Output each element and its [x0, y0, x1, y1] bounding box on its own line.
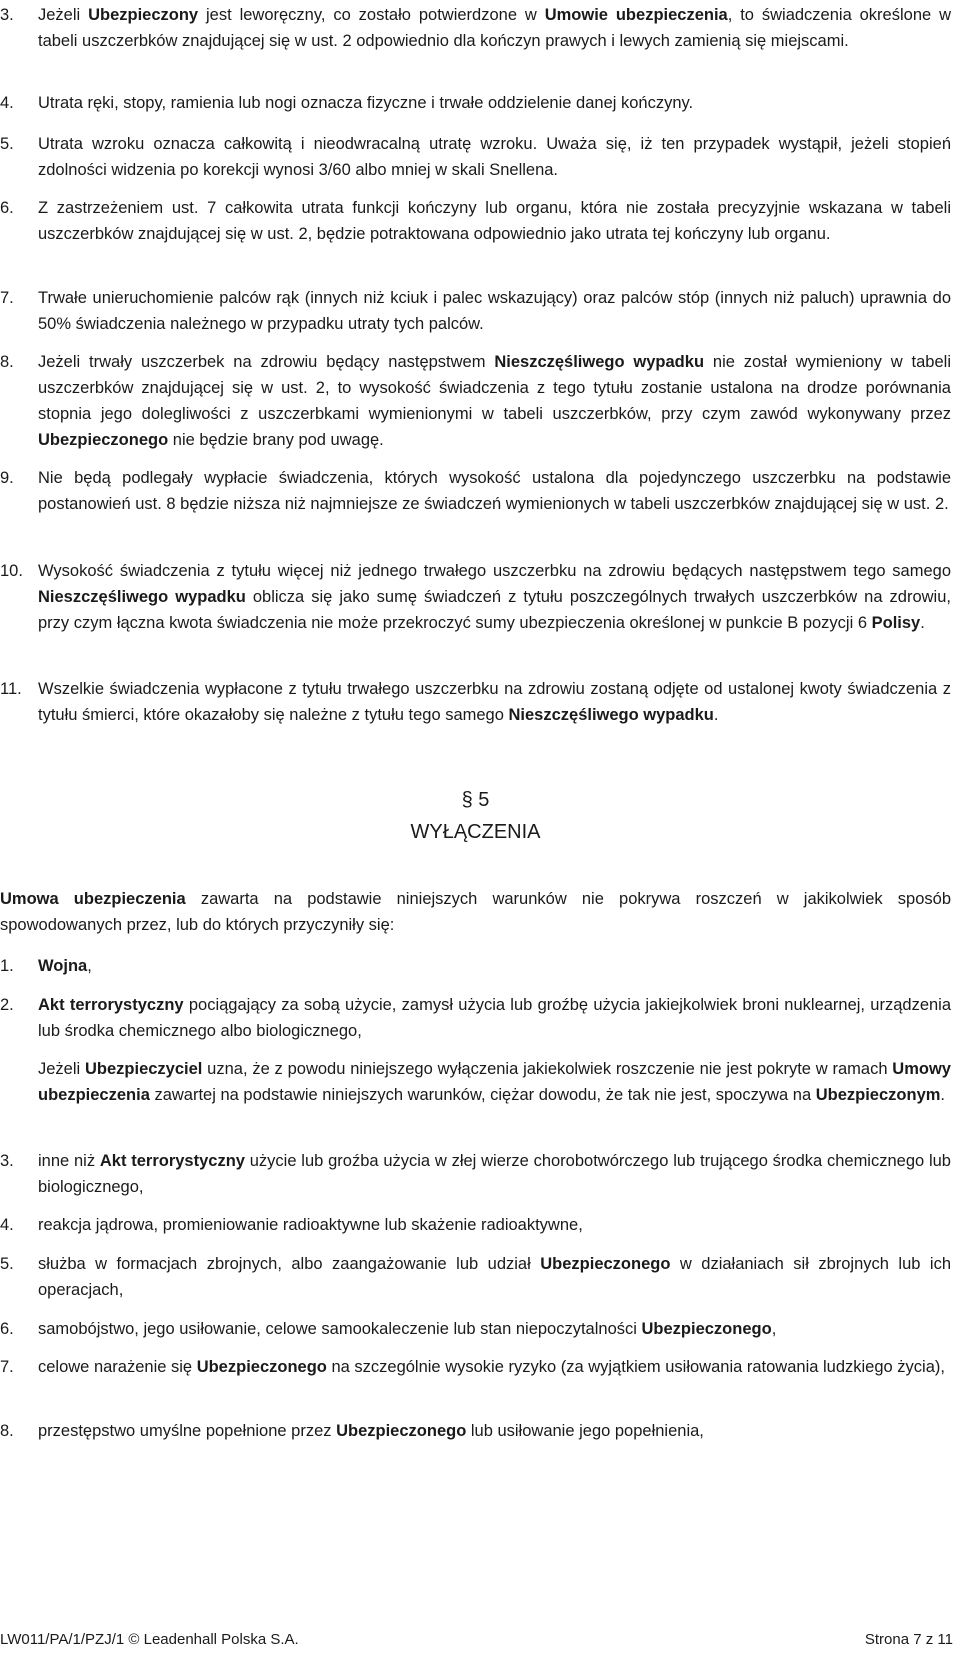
list-item: [0, 676, 951, 728]
item-text: [38, 465, 951, 517]
item-number: 6.: [0, 199, 14, 217]
text-run: .: [920, 614, 925, 632]
text-run: użycie lub groźba użycia w złej wierze chorobotwórczego lub trującego środka chemicznego lub biologicznego,: [38, 1152, 951, 1196]
text-run: ,: [771, 1320, 777, 1338]
page-footer: [0, 1627, 960, 1653]
text-run: inne niż: [38, 1152, 100, 1170]
bold-term: Umowie ubezpieczenia: [544, 6, 728, 24]
list-item: [0, 1418, 951, 1444]
bold-term: Umowa ubezpieczenia: [0, 890, 186, 908]
item-number: 3.: [0, 6, 14, 24]
list-item: [0, 2, 951, 54]
list-item: [0, 131, 951, 183]
intro-paragraph: [0, 886, 951, 938]
item-number: 5.: [0, 135, 14, 153]
item-text: [38, 953, 951, 979]
item-number: 9.: [0, 469, 14, 487]
item-number: 7.: [0, 289, 14, 307]
bold-term: Ubezpieczony: [88, 6, 199, 24]
text-run: Trwałe unieruchomienie palców rąk (innych niż kciuk i palec wskazujący) oraz palców stóp (innych niż paluch) uprawnia do 50% świadczenia należnego w przypadku utraty tych palców.: [38, 289, 951, 333]
text-run: na szczególnie wysokie ryzyko (za wyjątkiem usiłowania ratowania ludzkiego życia),: [326, 1358, 945, 1376]
list-item: [0, 285, 951, 337]
item-text: [38, 992, 951, 1044]
text-run: Jeżeli: [38, 1060, 85, 1078]
text-run: przestępstwo umyślne popełnione przez: [38, 1422, 337, 1440]
item-number: 11.: [0, 680, 22, 698]
item-text: [38, 195, 951, 247]
bold-term: Nieszczęśliwego wypadku: [494, 353, 705, 371]
text-run: Utrata ręki, stopy, ramienia lub nogi oznacza fizyczne i trwałe oddzielenie danej kończyny.: [38, 94, 694, 112]
item-number: 6.: [0, 1320, 14, 1338]
item-number: 2.: [0, 996, 14, 1014]
text-run: w działaniach sił zbrojnych lub ich operacjach,: [38, 1255, 951, 1299]
list-item: [0, 992, 951, 1044]
item-number: 10.: [0, 562, 23, 580]
bold-term: Ubezpieczonego: [540, 1255, 671, 1273]
bold-term: Akt terrorystyczny: [99, 1152, 245, 1170]
list-item: [0, 1354, 951, 1380]
section-title: WYŁĄCZENIA: [410, 821, 541, 843]
text-run: ,: [87, 957, 92, 975]
bold-term: Ubezpieczonego: [196, 1358, 327, 1376]
item-number: 4.: [0, 94, 14, 112]
bold-term: Ubezpieczonego: [641, 1320, 772, 1338]
bold-term: Ubezpieczonego: [336, 1422, 467, 1440]
bold-term: Wojna: [38, 957, 88, 975]
item-text: [38, 349, 951, 453]
item-text: [38, 1056, 951, 1108]
bold-term: Umowy ubezpieczenia: [38, 1060, 951, 1104]
list-item: [0, 465, 951, 517]
bold-term: Akt terrorystyczny: [38, 996, 184, 1014]
item-text: [38, 1418, 951, 1444]
item-text: [38, 1316, 951, 1342]
list-item: [0, 1148, 951, 1200]
text-run: , to świadczenia określone w tabeli uszczerbków znajdującej się w ust. 2 odpowiednio dla kończyn prawych i lewych zamienią się miejscami.: [38, 6, 951, 50]
list-item-note: [0, 1056, 951, 1108]
footer-document-id: LW011/PA/1/PZJ/1 © Leadenhall Polska S.A.: [0, 1631, 299, 1648]
item-number: 8.: [0, 353, 14, 371]
bold-term: Polisy: [871, 614, 921, 632]
text-run: Nie będą podlegały wypłacie świadczenia, których wysokość ustalona dla pojedynczego uszczerbku na podstawie postanowień ust. 8 będzie niższa niż najmniejsze ze świadczeń wymienionych w tabeli uszczerbków znajdującej się w ust. 2.: [38, 469, 951, 513]
text-run: zawartej na podstawie niniejszych warunków, ciężar dowodu, że tak nie jest, spoczywa na: [149, 1086, 816, 1104]
text-run: zawarta na podstawie niniejszych warunków nie pokrywa roszczeń w jakikolwiek sposób spowodowanych przez, lub do których przyczyniły się:: [0, 890, 951, 934]
item-text: [38, 676, 951, 728]
item-text: [38, 1354, 951, 1380]
bold-term: Ubezpieczonego: [38, 431, 169, 449]
bold-term: Ubezpieczyciel: [84, 1060, 203, 1078]
item-text: [38, 1212, 951, 1238]
section-number: § 5: [461, 789, 490, 811]
bold-term: Nieszczęśliwego wypadku: [508, 706, 714, 724]
item-number: 8.: [0, 1422, 14, 1440]
text-run: Wysokość świadczenia z tytułu więcej niż jednego trwałego uszczerbku na zdrowiu będących następstwem tego samego: [38, 562, 951, 580]
text-run: celowe narażenie się: [38, 1358, 197, 1376]
list-item: [0, 1212, 951, 1238]
list-item: [0, 953, 951, 979]
item-number: 7.: [0, 1358, 14, 1376]
footer-page-number: Strona 7 z 11: [864, 1631, 953, 1648]
text-run: Utrata wzroku oznacza całkowitą i nieodwracalną utratę wzroku. Uważa się, iż ten przypadek wystąpił, jeżeli stopień zdolności widzenia po korekcji wynosi 3/60 albo mniej w skali Snellena.: [38, 135, 951, 179]
text-run: .: [713, 706, 719, 724]
bold-term: Nieszczęśliwego wypadku: [38, 588, 246, 606]
text-run: reakcja jądrowa, promieniowanie radioaktywne lub skażenie radioaktywne,: [38, 1216, 583, 1234]
text-run: służba w formacjach zbrojnych, albo zaangażowanie lub udział: [38, 1255, 541, 1273]
item-number: 1.: [0, 957, 14, 975]
text-run: lub usiłowanie jego popełnienia,: [466, 1422, 704, 1440]
bold-term: Ubezpieczonym: [815, 1086, 941, 1104]
item-text: [38, 1148, 951, 1200]
text-run: nie został wymieniony w tabeli uszczerbków znajdującej się w ust. 2, to wysokość świadczenia z tego tytułu zostanie ustalona na drodze porównania stopnia jego dolegliwości z uszczerbkami wymienionymi w tabeli uszczerbków, przy czym zawód wykonywany przez: [38, 353, 951, 423]
text-run: uzna, że z powodu niniejszego wyłączenia jakiekolwiek roszczenie nie jest pokryte w ramach: [202, 1060, 893, 1078]
text-run: .: [940, 1086, 946, 1104]
list-item: [0, 90, 951, 116]
item-text: [38, 1251, 951, 1303]
list-item: [0, 1251, 951, 1303]
text-run: nie będzie brany pod uwagę.: [168, 431, 384, 449]
text-run: Jeżeli: [38, 6, 89, 24]
list-item: [0, 195, 951, 247]
text-run: samobójstwo, jego usiłowanie, celowe samookaleczenie lub stan niepoczytalności: [38, 1320, 642, 1338]
list-item: [0, 558, 951, 636]
text-run: Z zastrzeżeniem ust. 7 całkowita utrata funkcji kończyny lub organu, która nie została precyzyjnie wskazana w tabeli uszczerbków znajdującej się w ust. 2, będzie potraktowana odpowiednio jako utrata tej kończyny lub organu.: [38, 199, 951, 243]
item-text: [38, 131, 951, 183]
text-run: Wszelkie świadczenia wypłacone z tytułu trwałego uszczerbku na zdrowiu zostaną odjęte od ustalonej kwoty świadczenia z tytułu śmierci, które okazałoby się należne z tytułu tego samego: [38, 680, 951, 724]
item-number: 3.: [0, 1152, 14, 1170]
item-text: [38, 285, 951, 337]
text-run: pociągający za sobą użycie, zamysł użycia lub groźbę użycia jakiejkolwiek broni nuklearnej, urządzenia lub środka chemicznego albo biologicznego,: [38, 996, 952, 1040]
item-number: 4.: [0, 1216, 14, 1234]
text-run: oblicza się jako sumę świadczeń z tytułu poszczególnych trwałych uszczerbków na zdrowiu, przy czym łączna kwota świadczenia nie może przekroczyć sumy ubezpieczenia określonej w punkcie B pozycji 6: [38, 588, 951, 632]
text-run: Jeżeli trwały uszczerbek na zdrowiu będący następstwem: [38, 353, 495, 371]
item-number: 5.: [0, 1255, 14, 1273]
list-item: [0, 1316, 951, 1342]
item-text: [38, 2, 951, 54]
list-item: [0, 349, 951, 453]
text-run: jest leworęczny, co zostało potwierdzone w: [198, 6, 545, 24]
item-text: [38, 558, 951, 636]
item-text: [38, 90, 951, 116]
